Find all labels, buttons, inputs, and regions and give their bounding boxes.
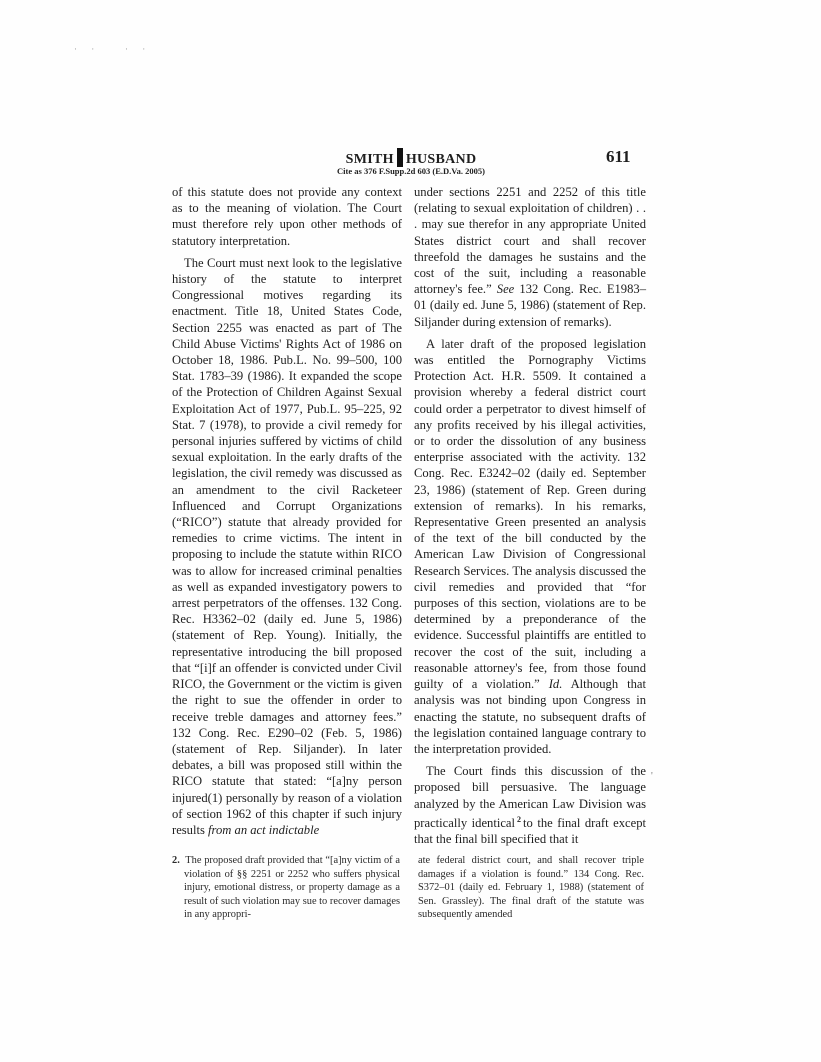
right-paragraph-3 bbox=[414, 763, 646, 847]
scan-speck: ' bbox=[651, 771, 653, 782]
scan-specks: · · · · bbox=[74, 44, 152, 54]
footnote-left-text: The proposed draft provided that “[a]ny victim of a violation of §§ 2251 or 2252 who suffers physical injury, emotional distress, or property damage as a result of such violation may sue to recover damages in any appropri- bbox=[184, 855, 400, 920]
left-paragraph-2-italic: from an act indictable bbox=[208, 822, 320, 837]
redaction-mark bbox=[397, 148, 403, 167]
citation-line: Cite as 376 F.Supp.2d 603 (E.D.Va. 2005) bbox=[337, 166, 485, 176]
page-number: 611 bbox=[606, 147, 631, 166]
right-paragraph-3-text: The Court finds this discussion of the proposed bill persuasive. The language analyzed by the American Law Division was practically identical bbox=[414, 764, 646, 830]
running-head bbox=[174, 148, 648, 168]
case-name-right: HUSBAND bbox=[405, 152, 477, 167]
footnote-number: 2. bbox=[172, 855, 180, 866]
right-paragraph-2-tail: Although that analysis was not binding upon Congress in enacting the statute, no subsequent drafts of the legislation contained language contrary to the interpretation provided. bbox=[414, 677, 646, 756]
case-name-left: SMITH bbox=[345, 152, 394, 167]
footnote-marker: 2 bbox=[517, 814, 522, 824]
left-paragraph-2-text: The Court must next look to the legislative history of the statute to interpret Congressional motives regarding its enactment. Title 18, United States Code, Section 2255 was enacted as part of The Child Abuse Victims' Rights Act of 1986 on October 18, 1986. Pub.L. No. 99–500, 100 Stat. 1783–39 (1986). It expanded the scope of the Protection of Children Against Sexual Exploitation Act of 1977, Pub.L. 95–225, 92 Stat. 7 (1978), to provide a civil remedy for personal injuries suffered by victims of child sexual exploitation. In the early drafts of the legislation, the civil remedy was discussed as an amendment to the civil Racketeer Influenced and Corrupt Organizations (“RICO”) statute that already provided for remedies to crime victims. The intent in proposing to include the statute within RICO was to allow for increased criminal penalties as well as expanded investigatory powers to arrest perpetrators of the offenses. 132 Cong. Rec. H3362–02 (daily ed. June 5, 1986) (statement of Rep. Young). Initially, the representative introducing the bill proposed that “[i]f an offender is convicted under Civil RICO, the Government or the victim is given the right to sue the offender in order to receive treble damages and attorney fees.” 132 Cong. Rec. E290–02 (Feb. 5, 1986) (statement of Rep. Siljander). In later debates, a bill was proposed still within the RICO statute that stated: “[a]ny person injured(1) personally by reason of a violation of section 1962 of this chapter if such injury results bbox=[172, 255, 402, 837]
right-paragraph-2-id: Id. bbox=[548, 677, 563, 692]
footnote-right-text: ate federal district court, and shall recover triple damages if a violation is found.” 134 Cong. Rec. S372–01 (daily ed. February 1, 1988) (statement of Sen. Grassley). The final draft of the statute was subsequently amended bbox=[418, 855, 644, 920]
left-paragraph-1: of this statute does not provide any context as to the meaning of violation. The Court must therefore rely upon other methods of statutory interpretation. bbox=[172, 185, 402, 248]
left-column bbox=[172, 184, 402, 838]
right-column bbox=[414, 184, 646, 847]
left-paragraph-2 bbox=[172, 255, 402, 838]
right-paragraph-3-tail: to the final draft except that the final bill specified that it bbox=[414, 815, 646, 847]
footnote-left-paragraph bbox=[172, 854, 400, 922]
right-paragraph-2 bbox=[414, 336, 646, 757]
right-paragraph-1-see: See bbox=[496, 282, 515, 297]
right-paragraph-1-text: under sections 2251 and 2252 of this title (relating to sexual exploitation of children) . . . may sue therefor in any appropriate United States district court and shall recover threefold the damages he sustains and the cost of the suit, including a reasonable attorney's fee.” bbox=[414, 185, 646, 297]
right-paragraph-1 bbox=[414, 184, 646, 330]
footnote-right bbox=[418, 854, 644, 922]
right-paragraph-1-tail: 132 Cong. Rec. E1983–01 (daily ed. June 5, 1986) (statement of Rep. Siljander during extension of remarks). bbox=[414, 282, 646, 329]
footnote-left bbox=[172, 854, 400, 922]
right-paragraph-2-text: A later draft of the proposed legislation was entitled the Pornography Victims Protection Act. H.R. 5509. It contained a provision whereby a federal district court could order a perpetrator to divest himself of any profits received by his illegal activities, or to order the dissolution of any business enterprise associated with the activity. 132 Cong. Rec. E3242–02 (daily ed. September 23, 1986) (statement of Rep. Green during extension of remarks). In his remarks, Representative Green presented an analysis of the text of the bill conducted by the American Law Division of Congressional Research Services. The analysis discussed the civil remedies and provided that “for purposes of this section, violations are to be determined by a preponderance of the evidence. Successful plaintiffs are entitled to recover the cost of the suit, including a reasonable attorney's fee, from those found guilty of a violation.” bbox=[414, 336, 646, 692]
